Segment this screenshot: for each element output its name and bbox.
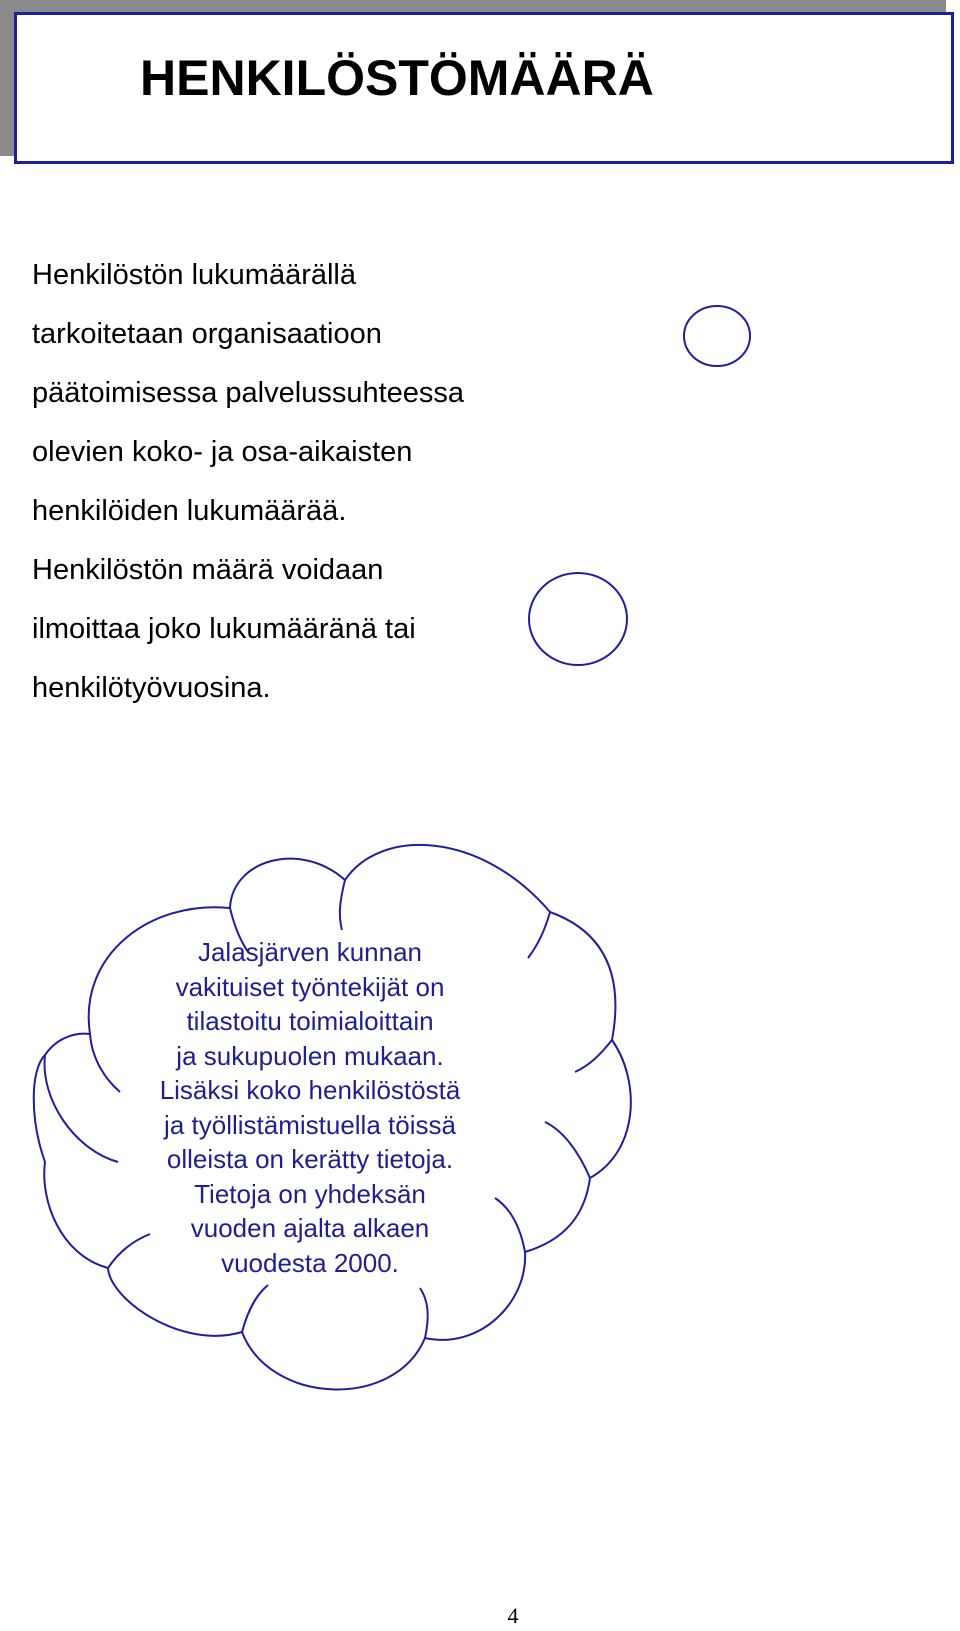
- small-bubble-top: [684, 306, 750, 366]
- intro-line: henkilötyövuosina.: [32, 672, 271, 704]
- small-bubble-middle: [529, 573, 627, 665]
- cloud-paragraph: [110, 935, 510, 1280]
- intro-line: henkilöiden lukumäärää.: [32, 495, 347, 527]
- intro-line: tarkoitetaan organisaatioon: [32, 318, 382, 350]
- page-number: 4: [507, 1603, 519, 1628]
- cloud-line: ja työllistämistuella töissä: [164, 1109, 456, 1140]
- cloud-line: vuoden ajalta alkaen: [190, 1213, 430, 1243]
- cloud-line: Tietoja on yhdeksän: [194, 1178, 426, 1209]
- cloud-line: vakituiset työntekijät on: [175, 971, 445, 1002]
- intro-line: ilmoittaa joko lukumääränä tai: [32, 613, 416, 645]
- intro-line: Henkilöstön määrä voidaan: [32, 554, 384, 586]
- cloud-line: ja sukupuolen mukaan.: [176, 1040, 444, 1071]
- intro-line: Henkilöstön lukumäärällä: [32, 259, 356, 291]
- cloud-line: vuodesta 2000.: [221, 1247, 399, 1278]
- intro-line: olevien koko- ja osa-aikaisten: [32, 436, 413, 468]
- intro-line: päätoimisessa palvelussuhteessa: [32, 377, 465, 409]
- page-title: HENKILÖSTÖMÄÄRÄ: [140, 50, 654, 106]
- cloud-line: tilastoitu toimialoittain: [186, 1006, 434, 1036]
- cloud-line: Jalasjärven kunnan: [197, 937, 423, 967]
- cloud-line: Lisäksi koko henkilöstöstä: [159, 1075, 461, 1105]
- cloud-line: olleista on kerätty tietoja.: [166, 1144, 454, 1174]
